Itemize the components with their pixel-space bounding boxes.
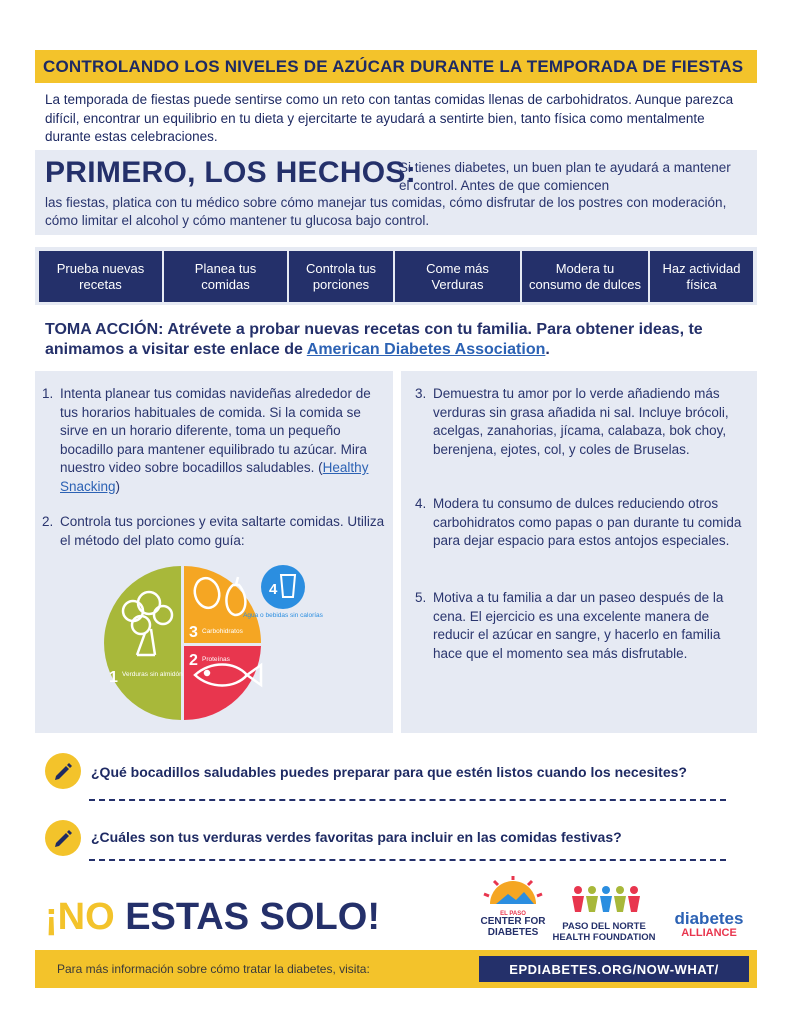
take-action: TOMA ACCIÓN: Atrévete a probar nuevas recetas con tu familia. Para obtener ideas, te animamos a visitar este enlace de American Diabetes Association. [45,321,703,358]
facts-body-text: las fiestas, platica con tu médico sobre cómo manejar tus comidas, cómo disfrutar de los postres con moderación, cómo limitar el alcohol y cómo mantener tu glucosa bajo control. [45,195,727,228]
plate-q4-number: 4 [269,581,278,598]
plate-q1-number: 1 [109,669,118,686]
tip-sweets: Modera tu consumo de dulces [522,251,648,302]
el-paso-center-logo: EL PASO CENTER FOR DIABETES [478,876,548,942]
list-item: 3. Demuestra tu amor por lo verde añadiendo más verduras sin grasa añadida ni sal. Incluye brócoli, acelgas, zanahorias, jícama, calabaza, bok choy, berenjena, ejotes, col, y coles de Bruselas. [415,386,729,457]
paso-del-norte-logo: PASO DEL NORTE HEALTH FOUNDATION [548,884,660,942]
question-1: ¿Qué bocadillos saludables puedes preparar para que estén listos cuando los necesites? [91,764,687,780]
facts-box [35,150,757,235]
plate-q4-label: Agua o bebidas sin calorías [243,612,323,619]
people-logo-icon [548,884,660,916]
list-item: 2. Controla tus porciones y evita saltarte comidas. Utiliza el método del plato como guía: [42,514,385,548]
plate-q2-number: 2 [189,652,198,669]
sun-logo-icon [478,876,548,906]
footer-url-link[interactable]: EPDIABETES.ORG/NOW-WHAT/ [479,956,749,982]
right-column [401,371,757,733]
footer-text: Para más información sobre cómo tratar la diabetes, visita: [57,962,370,976]
answer-line-1[interactable] [89,799,726,801]
plate-q3-label: Carbohidratos [202,628,243,635]
no-estas-solo-heading: ¡NO ESTAS SOLO! [45,896,380,938]
facts-heading: PRIMERO, LOS HECHOS: [45,156,417,189]
pencil-icon [45,753,81,789]
list-item: 5. Motiva a tu familia a dar un paseo después de la cena. El ejercicio es una excelente manera de reducir el azúcar en sangre, y hacerlo en familia hace que el momento sea más disfrutable. [415,590,724,661]
tip-plan-meals: Planea tus comidas [164,251,287,302]
plate-q1-label: Verduras sin almidón [122,671,183,678]
plate-method-diagram [95,563,335,723]
facts-side-text: Si tienes diabetes, un buen plan te ayudará a mantener el control. Antes de que comiencen [399,160,731,193]
question-2: ¿Cuáles son tus verduras verdes favoritas para incluir en las comidas festivas? [91,829,622,845]
tip-vegetables: Come más Verduras [395,251,520,302]
list-item: 1. Intenta planear tus comidas navideñas alrededor de tus horarios habituales de comida. Si la comida se sirve en un horario diferente, toma un pequeño bocadillo para mantener equilibrado tu azúcar. Mira nuestro video sobre bocadillos saludables. (Healthy Snacking) [42,386,371,494]
plate-q3-number: 3 [189,624,198,641]
healthy-snacking-link[interactable]: Healthy Snacking [60,460,369,494]
take-action-text: Atrévete a probar nuevas recetas con tu familia. Para obtener ideas, te animamos a visitar este enlace de [45,321,703,358]
plate-q2-label: Proteínas [202,656,230,663]
tip-recipes: Prueba nuevas recetas [39,251,162,302]
left-column [35,371,393,733]
list-item: 4. Modera tu consumo de dulces reduciendo otros carbohidratos como papas o pan durante tu comida para dejar espacio para estos antojos especiales. [415,496,742,548]
intro-paragraph: La temporada de fiestas puede sentirse como un reto con tantas comidas llenas de carbohidratos. Aunque parezca difícil, encontrar un equilibrio en tu dieta y ejercitarte te ayudará a sentirte bien, tanto física como mentalmente durante estas celebraciones. [45,92,734,144]
take-action-label: TOMA ACCIÓN: [45,321,164,338]
title-bar [35,50,757,83]
answer-line-2[interactable] [89,859,726,861]
pencil-icon [45,820,81,856]
tips-row [35,247,757,305]
ada-link[interactable]: American Diabetes Association [306,341,546,358]
tip-portions: Controla tus porciones [289,251,393,302]
footer-bar [35,950,757,988]
diabetes-alliance-logo: diabetes ALLIANCE [674,909,744,939]
page-title: CONTROLANDO LOS NIVELES DE AZÚCAR DURANTE LA TEMPORADA DE FIESTAS [43,57,744,76]
tip-activity: Haz actividad física [650,251,753,302]
